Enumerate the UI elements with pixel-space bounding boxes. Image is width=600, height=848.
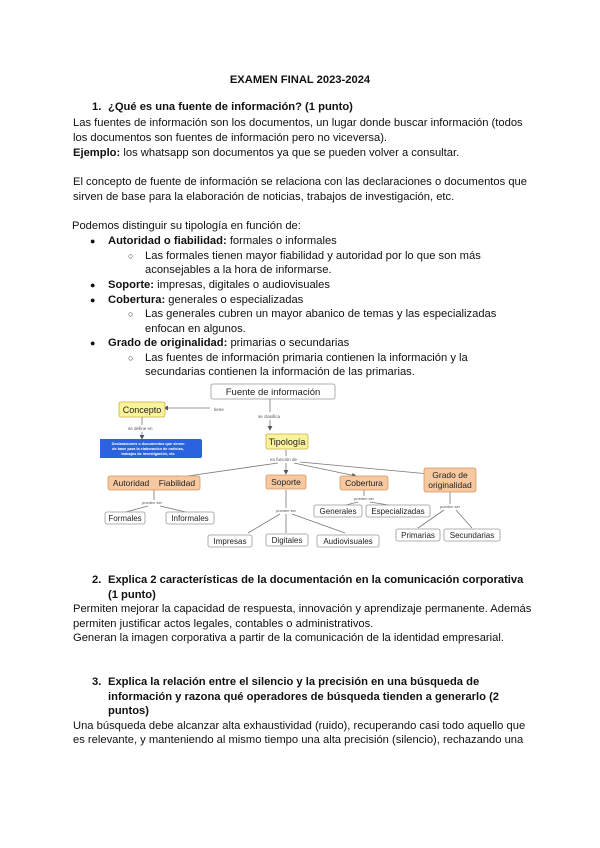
q3-heading-line-2: información y razona qué operadores de búsqueda tienden a generarlo (2 xyxy=(108,691,500,703)
bullet-label: Grado de originalidad: xyxy=(108,337,228,349)
node-concepto-label: Concepto xyxy=(122,405,162,415)
bullet-text: primarias o secundarias xyxy=(227,337,350,349)
bullet-icon: ● xyxy=(90,295,96,305)
sub-bullet-line: Las formales tienen mayor fiabilidad y autoridad por lo que son más xyxy=(145,250,481,262)
q3-number: 3. xyxy=(92,676,102,688)
q2-number: 2. xyxy=(92,574,102,586)
node-soporte-label: Soporte xyxy=(271,477,301,487)
sub-bullet-line: Las fuentes de información primaria contienen la información y la xyxy=(145,352,468,364)
q1-concept-line-1: El concepto de fuente de información se relaciona con las declaraciones o documentos que xyxy=(73,176,528,188)
bullet-autoridad xyxy=(108,234,337,249)
leaf-informales-label: Informales xyxy=(171,514,209,523)
q2-heading-line-2: (1 punto) xyxy=(108,589,156,601)
definition-line: Declaraciones o documentos que sirven xyxy=(111,442,185,446)
bullet-cobertura xyxy=(108,293,303,308)
edge-label-tiene: tiene xyxy=(214,407,224,412)
q1-typology-intro: Podemos distinguir su tipología en función de: xyxy=(72,220,301,232)
node-grado-label-1: Grado de xyxy=(432,470,468,480)
bullet-icon: ● xyxy=(90,280,96,290)
q2-answer-line-2: permiten justificar actos legales, contables o administrativos. xyxy=(73,618,374,630)
bullet-text: generales o especializadas xyxy=(165,294,304,306)
q3-heading-line-1: Explica la relación entre el silencio y la precisión en una búsqueda de xyxy=(108,676,480,688)
bullet-icon: ● xyxy=(90,338,96,348)
bullet-icon: ● xyxy=(90,236,96,246)
sub-bullet-icon: ○ xyxy=(128,353,134,363)
exam-title: EXAMEN FINAL 2023-2024 xyxy=(229,74,371,86)
leaf-audiovisuales-label: Audiovisuales xyxy=(323,537,373,546)
sub-bullet-icon: ○ xyxy=(128,251,134,261)
q2-heading-line-1: Explica 2 características de la documentación en la comunicación corporativa xyxy=(108,574,524,586)
q1-heading: ¿Qué es una fuente de información? (1 punto) xyxy=(108,101,353,113)
leaf-especializadas-label: Especializadas xyxy=(371,507,425,516)
sub-bullet-line: secundarias contienen la información de las primarias. xyxy=(145,366,415,378)
q1-answer-line-2: los documentos son fuentes de información pero no viceversa). xyxy=(73,132,388,144)
leaf-impresas-label: Impresas xyxy=(213,537,247,546)
q3-heading-line-3: puntos) xyxy=(108,705,150,717)
edge-label-se-define-en: se define en xyxy=(128,426,153,431)
edge-label-pueden-ser: pueden ser xyxy=(354,496,375,501)
example-text: los whatsapp son documentos ya que se pueden volver a consultar. xyxy=(120,147,460,159)
q3-answer-line-2: es relevante, y manteniendo al mismo tiempo una alta precisión (silencio), rechazando una xyxy=(73,734,524,746)
edge-label-pueden-ser: pueden ser xyxy=(142,500,163,505)
bullet-label: Autoridad o fiabilidad: xyxy=(108,235,227,247)
q2-answer-line-3: Generan la imagen corporativa a partir de la comunicación de la identidad empresarial. xyxy=(73,632,504,644)
definition-line: trabajos de investigación, etc xyxy=(121,452,175,456)
node-grado-label-2: originalidad xyxy=(428,480,472,490)
node-cobertura-label: Cobertura xyxy=(345,478,383,488)
sub-bullet-icon: ○ xyxy=(128,309,134,319)
sub-bullet-line: enfocan en algunos. xyxy=(145,323,246,335)
bullet-text: impresas, digitales o audiovisuales xyxy=(154,279,330,291)
example-label: Ejemplo: xyxy=(73,147,121,159)
leaf-primarias-label: Primarias xyxy=(401,531,435,540)
q1-example xyxy=(73,146,459,161)
sub-bullet-line: Las generales cubren un mayor abanico de temas y las especializadas xyxy=(145,308,497,320)
edge-label-pueden-ser: pueden ser xyxy=(276,508,297,513)
bullet-originalidad xyxy=(108,336,349,351)
bullet-label: Cobertura: xyxy=(108,294,166,306)
leaf-digitales-label: Digitales xyxy=(271,536,303,545)
node-root-label: Fuente de información xyxy=(225,387,321,398)
leaf-formales-label: Formales xyxy=(108,514,142,523)
edge-label-pueden-ser: pueden ser xyxy=(440,504,461,509)
edge-label-se-clasifica: se clasifica xyxy=(258,414,281,419)
bullet-label: Soporte: xyxy=(108,279,154,291)
q1-number: 1. xyxy=(92,101,102,113)
leaf-secundarias-label: Secundarias xyxy=(449,531,495,540)
bullet-soporte xyxy=(108,278,330,293)
sub-bullet-line: aconsejables a la hora de informarse. xyxy=(145,264,332,276)
concept-map xyxy=(100,382,510,554)
q3-answer-line-1: Una búsqueda debe alcanzar alta exhaustividad (ruido), recuperando casi todo aquello que xyxy=(73,720,526,732)
node-autoridad-label: Autoridad Fiabilidad xyxy=(112,478,196,488)
edge-label-en-funcion-de: en función de xyxy=(270,457,298,462)
q1-concept-line-2: sirven de base para la elaboración de noticias, trabajos de investigación, etc. xyxy=(73,191,455,203)
q1-answer-line-1: Las fuentes de información son los documentos, un lugar donde buscar información (todos xyxy=(73,117,523,129)
node-tipologia-label: Tipología xyxy=(268,437,306,447)
q2-answer-line-1: Permiten mejorar la capacidad de respuesta, innovación y aprendizaje permanente. Además xyxy=(73,603,532,615)
definition-line: de base para la elaboración de noticias, xyxy=(112,447,184,451)
leaf-generales-label: Generales xyxy=(319,507,357,516)
bullet-text: formales o informales xyxy=(226,235,337,247)
